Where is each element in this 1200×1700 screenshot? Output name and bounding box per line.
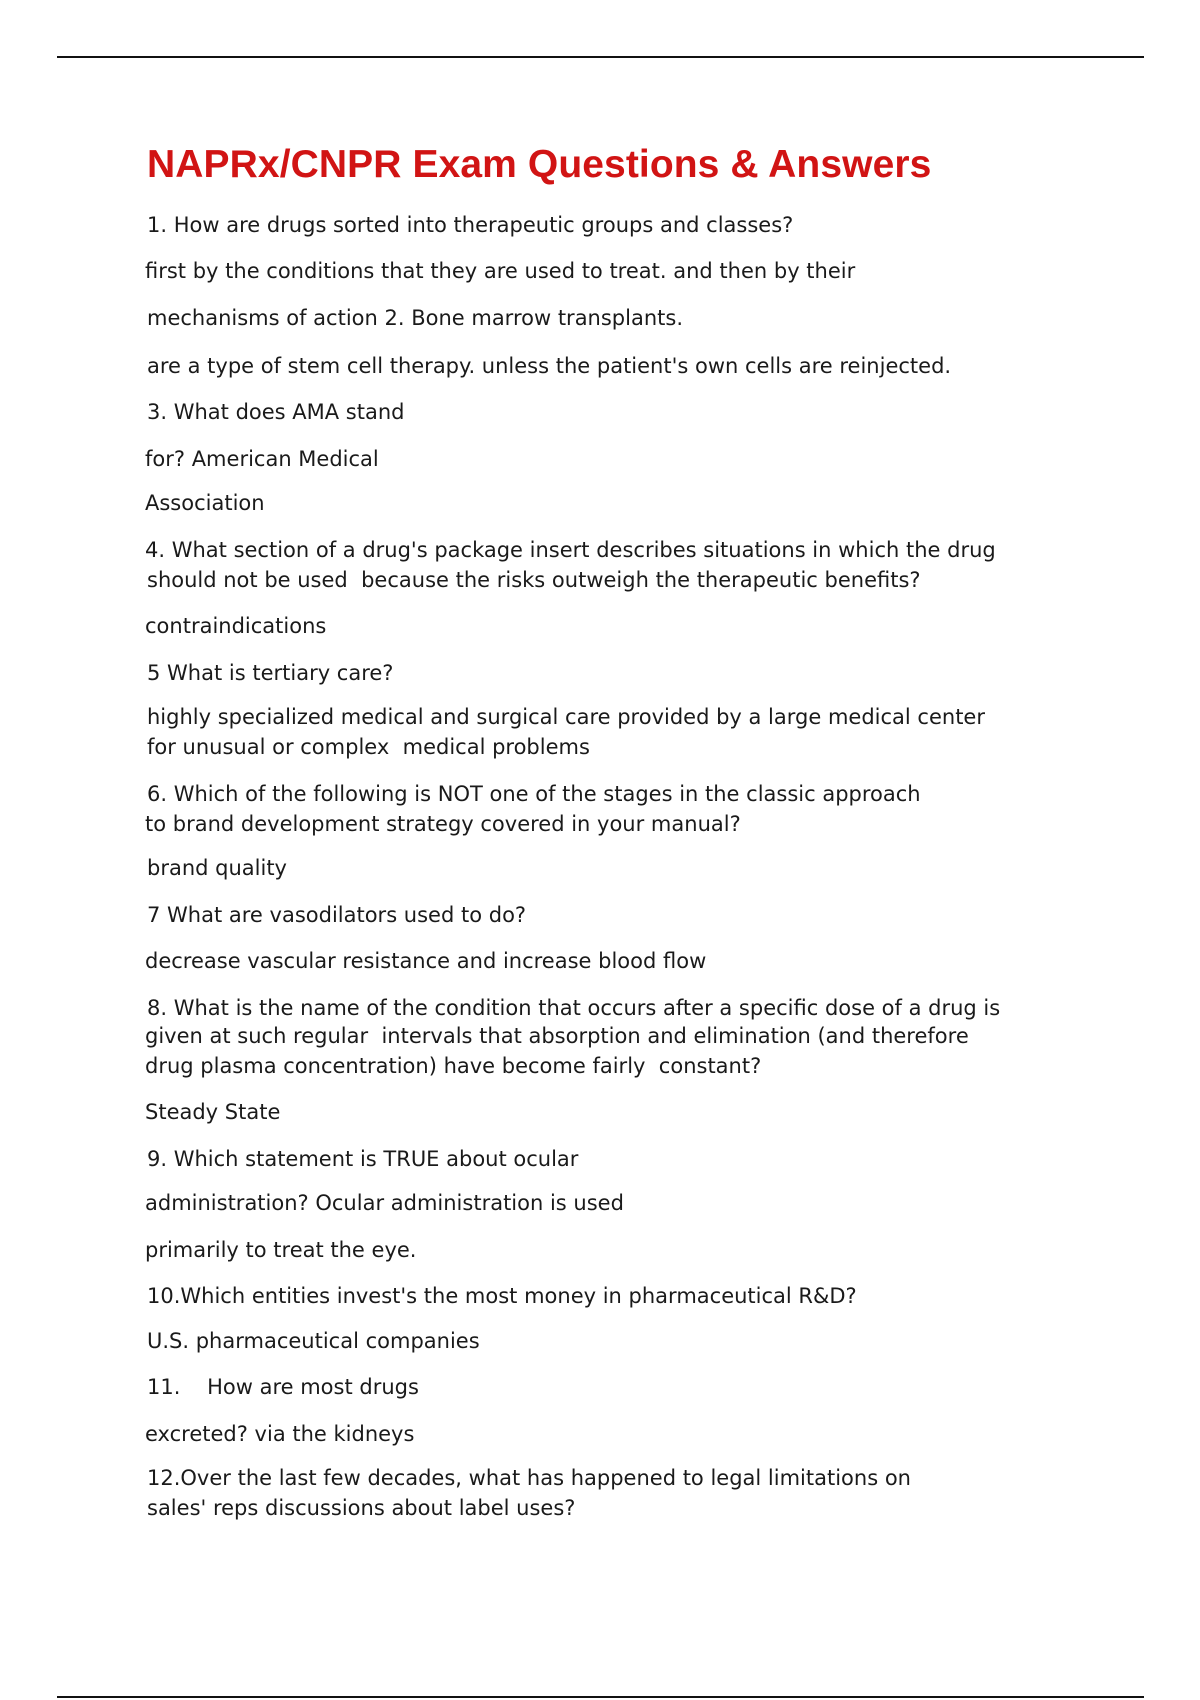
question-8-line-1: 8. What is the name of the condition that occurs after a specific dose of a drug is	[147, 996, 1001, 1020]
answer-11: excreted? via the kidneys	[145, 1422, 415, 1446]
answer-3: Association	[145, 491, 265, 515]
question-1: 1. How are drugs sorted into therapeutic groups and classes?	[147, 213, 794, 237]
question-5: 5 What is tertiary care?	[147, 661, 394, 685]
question-6-line-2: to brand development strategy covered in your manual?	[145, 812, 741, 836]
question-4-line-1: 4. What section of a drug's package insert describes situations in which the drug	[145, 538, 996, 562]
question-8-line-2: given at such regular intervals that absorption and elimination (and therefore	[145, 1024, 969, 1048]
question-12-line-1: 12.Over the last few decades, what has happened to legal limitations on	[147, 1466, 911, 1490]
answer-1-line-1: first by the conditions that they are used to treat. and then by their	[145, 259, 856, 283]
answer-2: are a type of stem cell therapy. unless the patient's own cells are reinjected.	[147, 354, 952, 378]
question-9: 9. Which statement is TRUE about ocular	[147, 1147, 579, 1171]
question-9-cont: administration? Ocular administration is used	[145, 1191, 624, 1215]
question-3: 3. What does AMA stand	[147, 400, 405, 424]
question-8-line-3: drug plasma concentration) have become fairly constant?	[145, 1054, 762, 1078]
question-6-line-1: 6. Which of the following is NOT one of the stages in the classic approach	[147, 782, 921, 806]
question-3-cont: for? American Medical	[145, 447, 379, 471]
answer-5-line-1: highly specialized medical and surgical care provided by a large medical center	[147, 705, 985, 729]
question-7: 7 What are vasodilators used to do?	[147, 903, 527, 927]
question-4-line-2: should not be used because the risks outweigh the therapeutic benefits?	[147, 568, 921, 592]
top-divider	[57, 56, 1144, 58]
answer-5-line-2: for unusual or complex medical problems	[147, 735, 590, 759]
question-10: 10.Which entities invest's the most money in pharmaceutical R&D?	[147, 1284, 857, 1308]
question-11: 11. How are most drugs	[147, 1375, 419, 1399]
answer-8: Steady State	[145, 1100, 281, 1124]
answer-7: decrease vascular resistance and increase blood flow	[145, 949, 707, 973]
answer-4: contraindications	[145, 614, 327, 638]
answer-1-line-2: mechanisms of action 2. Bone marrow transplants.	[147, 306, 684, 330]
answer-9: primarily to treat the eye.	[145, 1238, 417, 1262]
question-12-line-2: sales' reps discussions about label uses?	[147, 1496, 576, 1520]
document-title: NAPRx/CNPR Exam Questions & Answers	[147, 143, 932, 186]
answer-10: U.S. pharmaceutical companies	[147, 1329, 480, 1353]
answer-6: brand quality	[147, 856, 287, 880]
bottom-divider	[57, 1696, 1144, 1698]
